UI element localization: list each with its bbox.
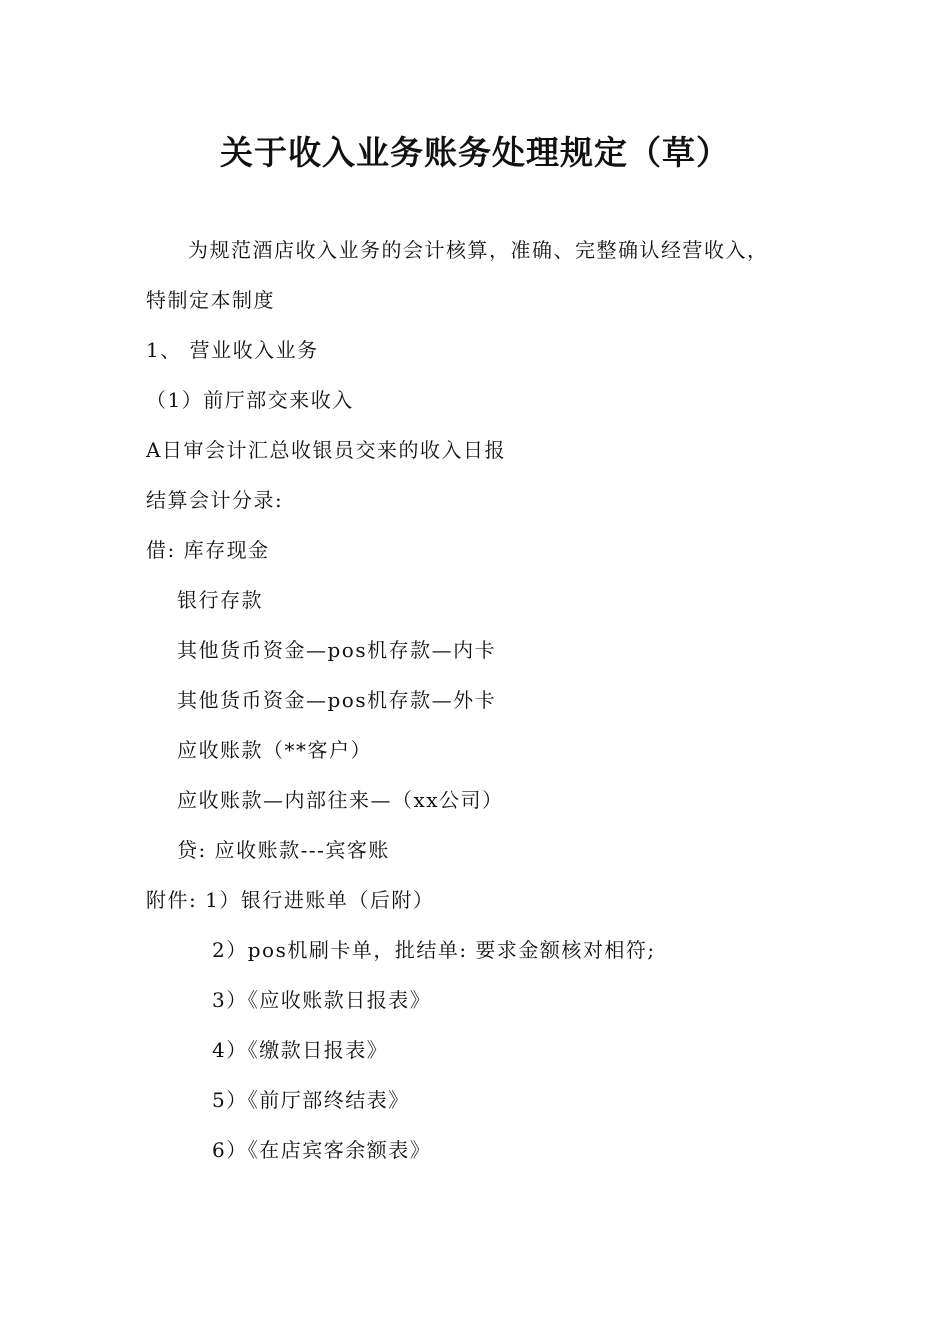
- debit-account: 其他货币资金—pos机存款—外卡: [177, 688, 497, 712]
- debit-account: 其他货币资金—pos机存款—内卡: [177, 638, 497, 662]
- debit-account: 银行存款: [177, 588, 263, 612]
- attachment-item: 3）《应收账款日报表》: [212, 988, 432, 1012]
- debit-line: 借: 库存现金: [146, 538, 270, 562]
- attachment-item: 4）《缴款日报表》: [212, 1038, 389, 1062]
- intro-paragraph-line-1: 为规范酒店收入业务的会计核算，准确、完整确认经营收入，: [188, 238, 769, 262]
- credit-line: 贷: 应收账款---宾客账: [177, 838, 390, 862]
- attachments-heading: 附件: 1）银行进账单（后附）: [146, 888, 435, 912]
- intro-paragraph-line-2: 特制定本制度: [146, 288, 275, 312]
- entry-heading: 结算会计分录:: [146, 488, 284, 512]
- debit-account: 应收账款—内部往来—（xx公司）: [177, 788, 504, 812]
- item-a: A日审会计汇总收银员交来的收入日报: [146, 438, 506, 462]
- attachment-item: 5）《前厅部终结表》: [212, 1088, 410, 1112]
- debit-account: 应收账款（**客户）: [177, 738, 372, 762]
- subsection-heading-1: （1）前厅部交来收入: [146, 388, 354, 412]
- section-heading-1: 1、 营业收入业务: [146, 338, 319, 362]
- attachment-item: 2）pos机刷卡单，批结单: 要求金额核对相符;: [212, 938, 656, 962]
- document-title: 关于收入业务账务处理规定（草）: [220, 133, 730, 172]
- attachment-item: 6）《在店宾客余额表》: [212, 1138, 432, 1162]
